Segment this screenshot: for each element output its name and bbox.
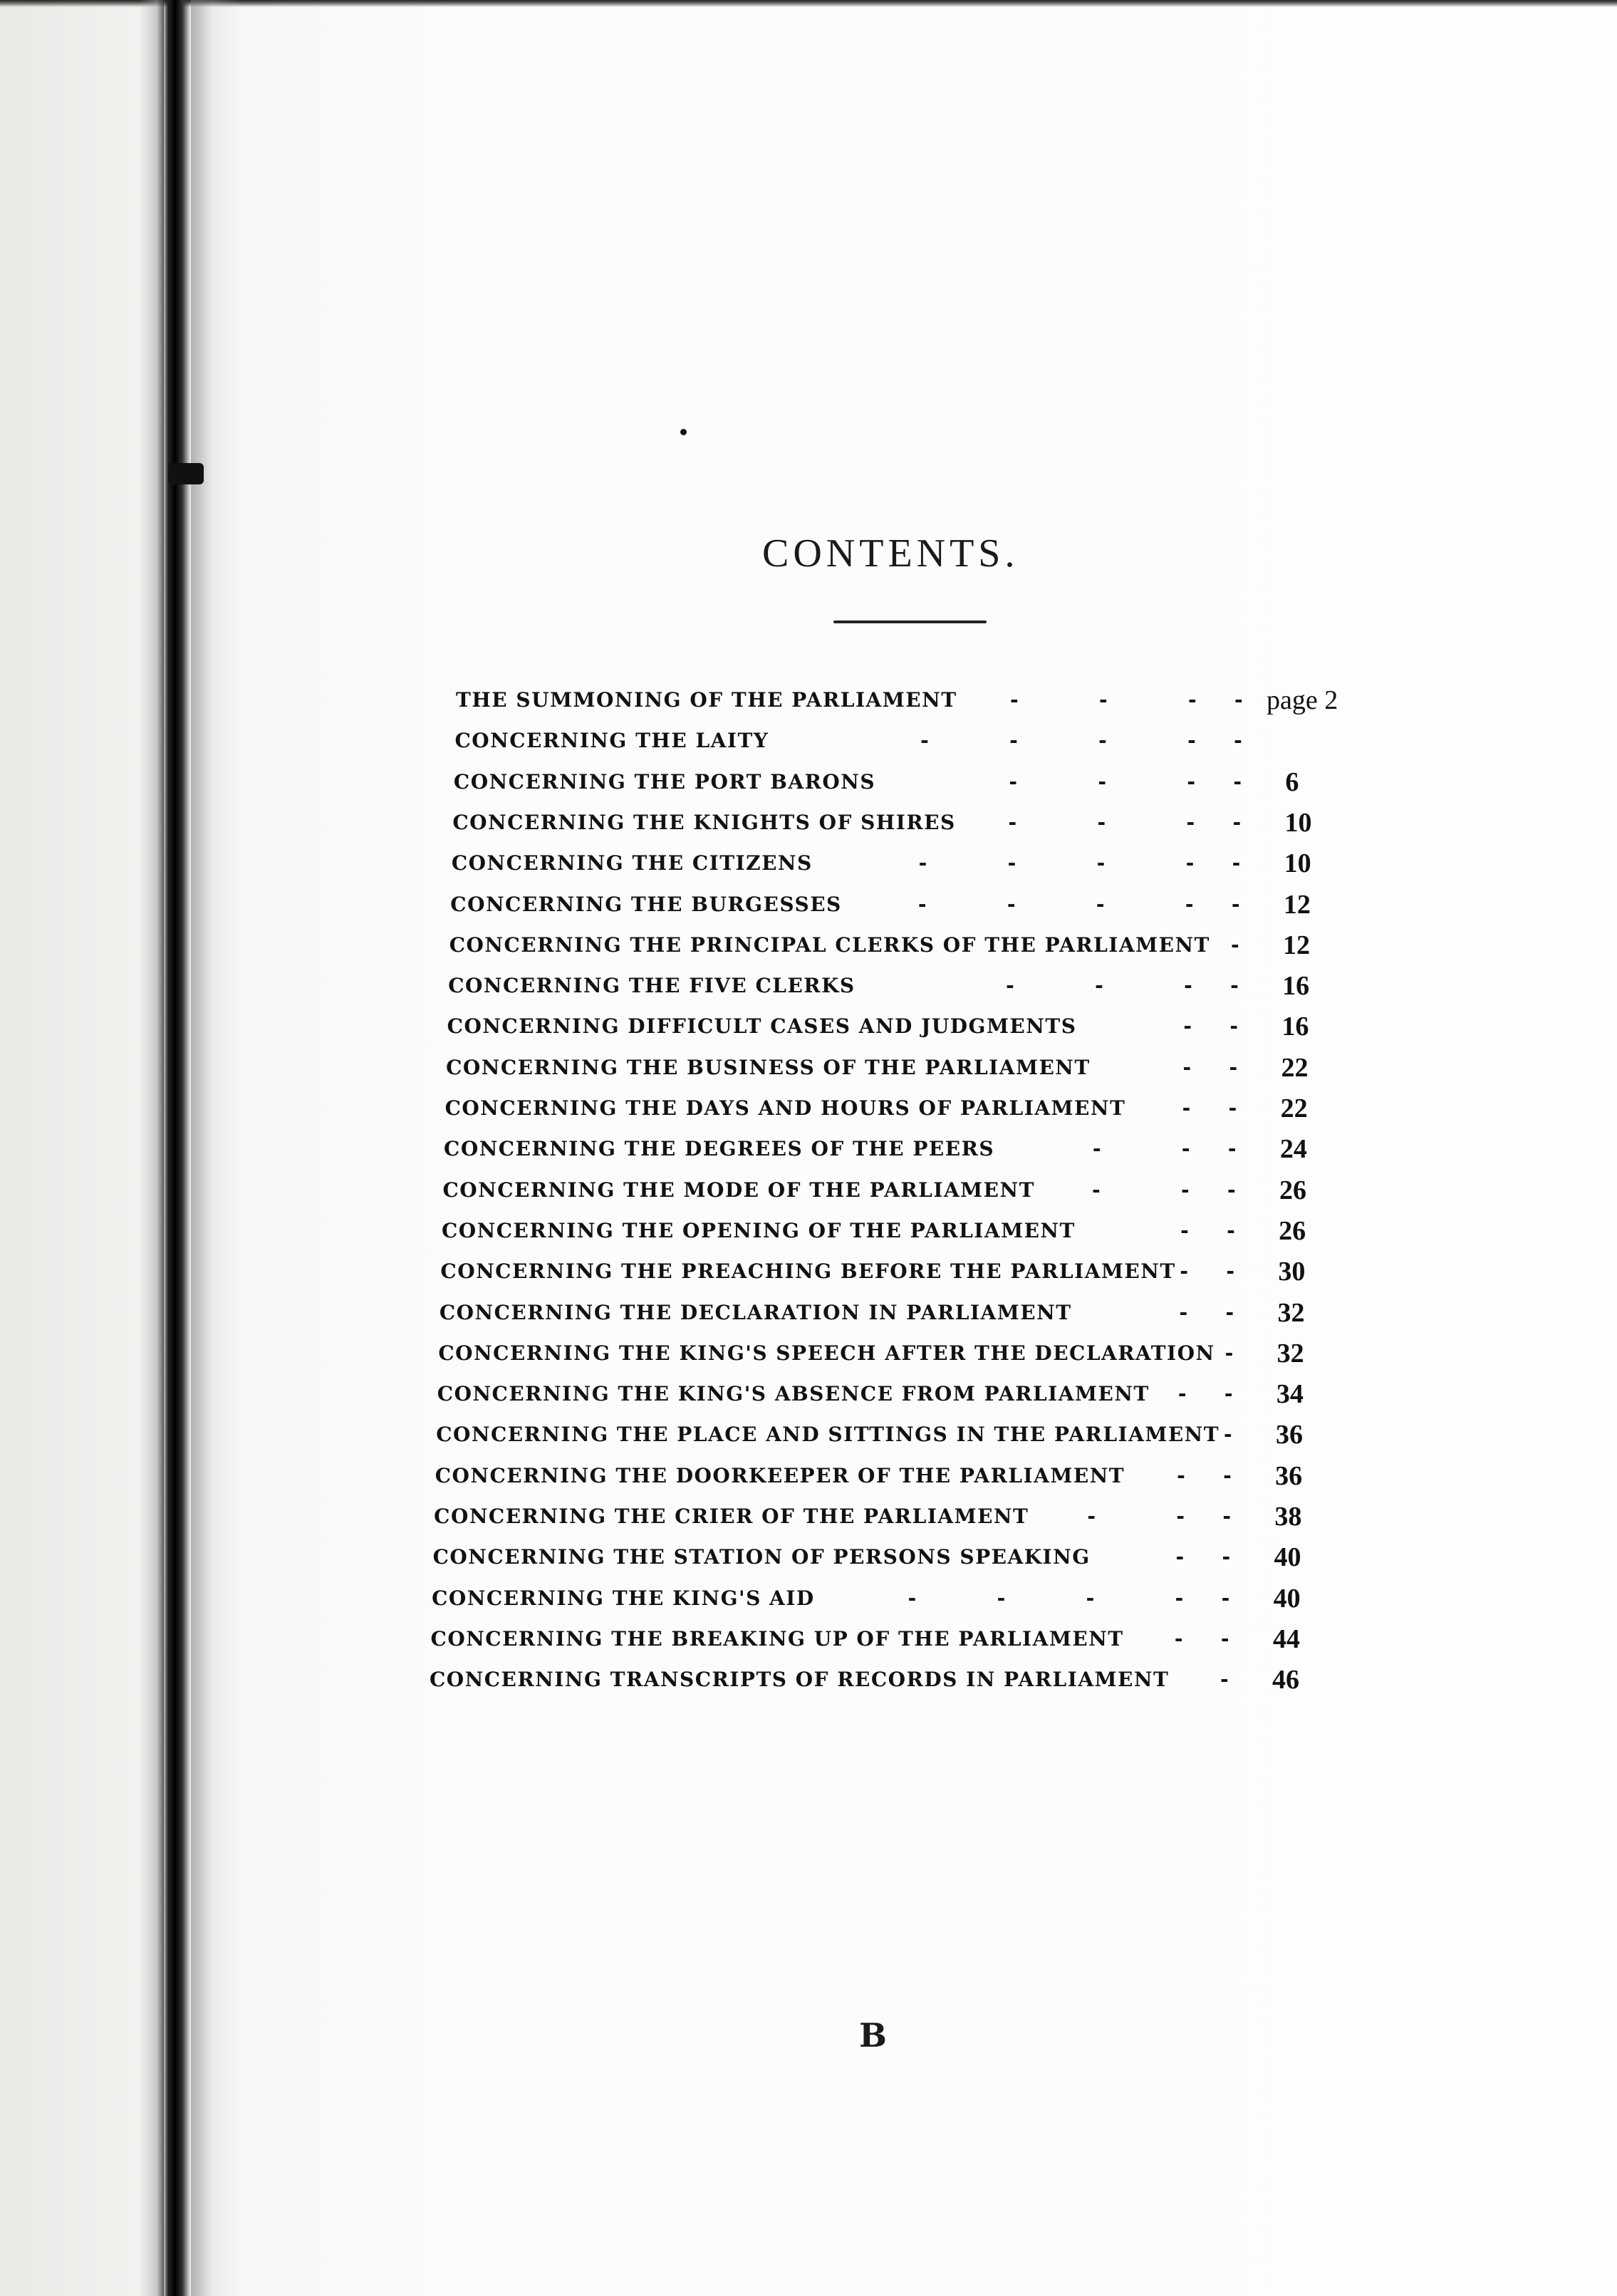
toc-leader-dash: -: [1233, 769, 1242, 794]
toc-leader-dash: -: [1009, 729, 1018, 753]
toc-entry-label: CONCERNING THE KNIGHTS OF SHIRES: [452, 810, 956, 834]
toc-entry-page: 36: [1275, 1460, 1303, 1491]
toc-leader-dash: -: [1087, 1505, 1096, 1528]
toc-entry: [445, 1091, 1371, 1126]
toc-entry: [440, 1295, 1366, 1331]
toc-entry-label: CONCERNING THE BUSINESS OF THE PARLIAMENT: [446, 1055, 1091, 1079]
toc-leader-dash: -: [1229, 1055, 1238, 1079]
toc-entry: [438, 1336, 1364, 1371]
toc-leader-dash: -: [1225, 1300, 1234, 1324]
toc-leader-dash: -: [1229, 1014, 1238, 1039]
toc-leader-dash: -: [917, 892, 927, 916]
toc-leader-dash: -: [1186, 810, 1195, 834]
toc-entry-label: CONCERNING THE STATION OF PERSONS SPEAKING: [432, 1545, 1091, 1569]
toc-leader-dash: -: [920, 729, 929, 753]
toc-entry-label: CONCERNING THE PLACE AND SITTINGS IN THE PARLIAMENT: [436, 1423, 1220, 1447]
toc-entry-label: CONCERNING THE DECLARATION IN PARLIAMENT: [439, 1300, 1072, 1324]
toc-leader-dash: -: [1174, 1626, 1183, 1651]
toc-leader-dash: -: [1095, 974, 1103, 998]
toc-leader-dash: -: [1180, 1259, 1188, 1284]
toc-entry-label: THE SUMMONING OF THE PARLIAMENT: [456, 688, 957, 712]
toc-entry-page: page 2: [1267, 685, 1338, 715]
toc-entry: [432, 1581, 1358, 1616]
toc-leader-dash: -: [1097, 810, 1106, 834]
toc-entry-page: 10: [1284, 807, 1312, 838]
toc-entry: [431, 1621, 1357, 1657]
toc-entry: [450, 887, 1376, 923]
toc-entry-page: 44: [1272, 1624, 1300, 1654]
toc-leader-dash: -: [1185, 851, 1195, 876]
toc-leader-dash: -: [1227, 1218, 1235, 1242]
toc-leader-dash: -: [1230, 974, 1239, 998]
toc-entry-page: 40: [1273, 1583, 1301, 1614]
toc-entry-page: 26: [1279, 1175, 1306, 1205]
toc-leader-dash: -: [1231, 933, 1239, 957]
toc-entry-page: 12: [1283, 889, 1311, 920]
toc-entry-label: CONCERNING THE BURGESSES: [450, 892, 842, 916]
toc-entry-label: CONCERNING THE CRIER OF THE PARLIAMENT: [434, 1505, 1029, 1528]
toc-entry: [440, 1254, 1366, 1289]
toc-entry-page: 6: [1285, 767, 1299, 797]
toc-leader-dash: -: [1231, 892, 1240, 916]
toc-entry-page: 38: [1274, 1502, 1302, 1532]
toc-leader-dash: -: [1222, 1505, 1231, 1528]
toc-leader-dash: -: [1098, 769, 1106, 794]
toc-leader-dash: -: [1008, 810, 1017, 834]
toc-entry-label: CONCERNING THE BREAKING UP OF THE PARLIAMENT: [430, 1626, 1124, 1651]
toc-entry-label: CONCERNING THE PRINCIPAL CLERKS OF THE PARLIAMENT: [449, 933, 1210, 957]
toc-entry-label: CONCERNING THE FIVE CLERKS: [448, 974, 856, 998]
toc-leader-dash: -: [1227, 1178, 1236, 1202]
toc-entry: [446, 1050, 1372, 1086]
toc-leader-dash: -: [1223, 1463, 1232, 1487]
toc-leader-dash: -: [1185, 892, 1194, 916]
toc-entry-label: CONCERNING THE DAYS AND HOURS OF PARLIAMENT: [444, 1096, 1126, 1120]
toc-leader-dash: -: [1221, 1586, 1230, 1610]
toc-entry: [444, 1131, 1370, 1167]
toc-leader-dash: -: [1006, 974, 1014, 998]
toc-leader-dash: -: [1099, 688, 1108, 712]
toc-entry-label: CONCERNING THE KING'S ABSENCE FROM PARLIAMENT: [437, 1382, 1150, 1406]
toc-entry-label: CONCERNING TRANSCRIPTS OF RECORDS IN PARLIAMENT: [430, 1668, 1170, 1692]
toc-leader-dash: -: [997, 1586, 1006, 1610]
toc-leader-dash: -: [1092, 1137, 1101, 1161]
toc-leader-dash: -: [1177, 1463, 1185, 1487]
toc-leader-dash: -: [1096, 851, 1106, 876]
toc-entry-label: CONCERNING THE OPENING OF THE PARLIAMENT: [441, 1218, 1076, 1242]
toc-entry: [454, 764, 1380, 800]
toc-entry-page: 26: [1279, 1215, 1306, 1246]
toc-entry: [430, 1662, 1356, 1698]
toc-entry-label: CONCERNING THE PREACHING BEFORE THE PARLIAMENT: [440, 1259, 1176, 1284]
toc-leader-dash: -: [1009, 769, 1017, 794]
toc-leader-dash: -: [1187, 769, 1195, 794]
toc-entry-label: CONCERNING THE CITIZENS: [451, 851, 813, 876]
toc-entry-label: CONCERNING THE PORT BARONS: [453, 769, 876, 794]
signature-mark: B: [859, 2016, 887, 2055]
toc-leader-dash: -: [1224, 1423, 1232, 1447]
toc-entry-page: 32: [1277, 1338, 1304, 1368]
toc-entry-page: 16: [1281, 1012, 1309, 1042]
toc-leader-dash: -: [1225, 1341, 1234, 1365]
toc-entry: [442, 1213, 1368, 1249]
toc-leader-dash: -: [1098, 729, 1107, 753]
toc-leader-dash: -: [918, 851, 927, 876]
toc-leader-dash: -: [1183, 1014, 1192, 1039]
toc-leader-dash: -: [1175, 1586, 1184, 1610]
toc-entry: [443, 1173, 1369, 1208]
toc-entry-page: 36: [1276, 1420, 1303, 1450]
toc-leader-dash: -: [1234, 729, 1242, 753]
toc-leader-dash: -: [1224, 1382, 1233, 1406]
toc-leader-dash: -: [908, 1586, 917, 1610]
toc-leader-dash: -: [1187, 729, 1196, 753]
toc-leader-dash: -: [1227, 1137, 1237, 1161]
toc-entry: [452, 805, 1378, 841]
toc-entry-label: CONCERNING THE LAITY: [454, 729, 769, 753]
toc-leader-dash: -: [1092, 1178, 1101, 1202]
toc-leader-dash: -: [1181, 1178, 1190, 1202]
toc-entry-page: 12: [1283, 930, 1310, 960]
toc-leader-dash: -: [1232, 810, 1242, 834]
toc-leader-dash: -: [1086, 1586, 1095, 1610]
toc-entry-label: CONCERNING THE DEGREES OF THE PEERS: [444, 1137, 995, 1161]
toc-entry-label: CONCERNING DIFFICULT CASES AND JUDGMENTS: [447, 1014, 1077, 1039]
toc-entry: [449, 928, 1376, 963]
toc-leader-dash: -: [1175, 1545, 1185, 1569]
toc-entry: [435, 1458, 1361, 1494]
toc-leader-dash: -: [1177, 1382, 1187, 1406]
toc-leader-dash: -: [1181, 1137, 1190, 1161]
toc-entry: [433, 1539, 1359, 1575]
toc-entry-label: CONCERNING THE KING'S SPEECH AFTER THE DECLARATION: [438, 1341, 1215, 1365]
toc-leader-dash: -: [1226, 1259, 1234, 1284]
toc-entry-page: 22: [1280, 1094, 1308, 1123]
toc-entry: [434, 1499, 1360, 1534]
toc-leader-dash: -: [1096, 892, 1105, 916]
toc-leader-dash: -: [1184, 974, 1192, 998]
toc-entry: [452, 846, 1378, 881]
toc-entry-page: 16: [1282, 971, 1310, 1002]
toc-entry: [437, 1376, 1363, 1412]
toc-leader-dash: -: [1228, 1096, 1237, 1120]
toc-entry-page: 34: [1276, 1379, 1304, 1410]
toc-leader-dash: -: [1176, 1505, 1185, 1528]
toc-leader-dash: -: [1180, 1218, 1189, 1242]
toc-entry-page: 32: [1277, 1297, 1305, 1328]
toc-entry: [454, 723, 1381, 759]
toc-entry-label: CONCERNING THE DOORKEEPER OF THE PARLIAMENT: [435, 1463, 1125, 1487]
toc-entry: [448, 968, 1374, 1004]
toc-leader-dash: -: [1234, 688, 1243, 712]
toc-entry-page: 46: [1272, 1665, 1299, 1695]
page-title: CONTENTS.: [762, 531, 1019, 576]
toc-entry-label: CONCERNING THE KING'S AID: [432, 1586, 815, 1610]
toc-entry-page: 24: [1279, 1134, 1307, 1165]
toc-leader-dash: -: [1220, 1626, 1229, 1651]
toc-leader-dash: -: [1188, 688, 1197, 712]
toc-entry-label: CONCERNING THE MODE OF THE PARLIAMENT: [442, 1178, 1035, 1202]
toc-entry-page: 22: [1281, 1052, 1309, 1083]
toc-entry-page: 10: [1284, 848, 1311, 879]
toc-leader-dash: -: [1222, 1545, 1231, 1569]
toc-leader-dash: -: [1179, 1300, 1188, 1324]
toc-leader-dash: -: [1182, 1055, 1192, 1079]
toc-entry: [456, 682, 1382, 718]
toc-entry-page: 40: [1274, 1542, 1301, 1573]
toc-entry: [436, 1417, 1362, 1453]
toc-entry: [447, 1009, 1373, 1044]
toc-leader-dash: -: [1220, 1668, 1229, 1692]
toc-leader-dash: -: [1007, 892, 1016, 916]
toc-entry-page: 30: [1278, 1257, 1306, 1287]
toc-leader-dash: -: [1182, 1096, 1191, 1120]
toc-leader-dash: -: [1007, 851, 1017, 876]
toc-leader-dash: -: [1232, 851, 1241, 876]
toc-leader-dash: -: [1010, 688, 1019, 712]
